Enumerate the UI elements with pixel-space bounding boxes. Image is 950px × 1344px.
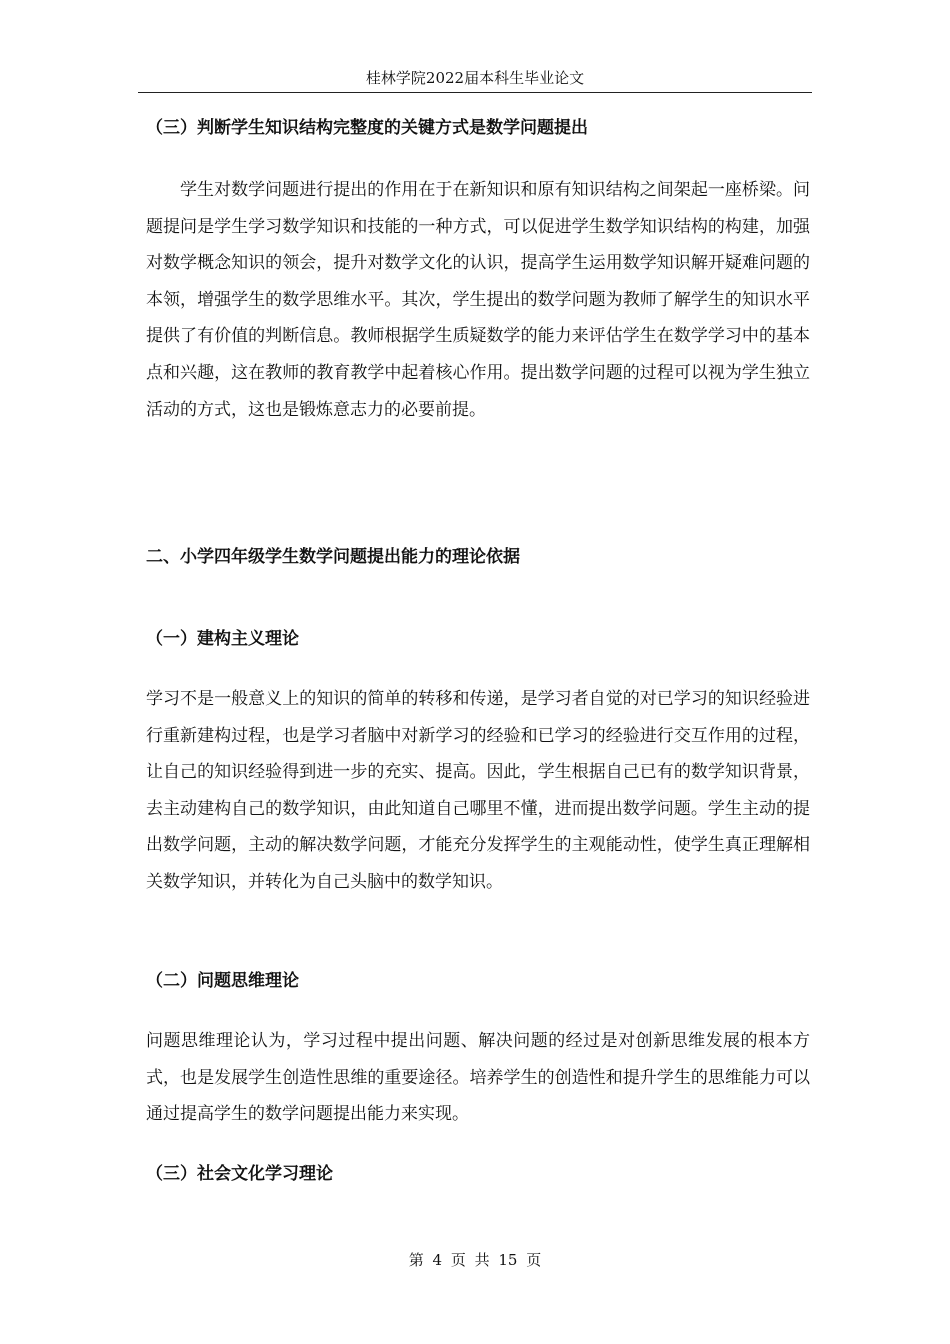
paragraph-problem-posing-role: 学生对数学问题进行提出的作用在于在新知识和原有知识结构之间架起一座桥梁。问题提问是学生学习数学知识和技能的一种方式，可以促进学生数学知识结构的构建，加强对数学概念知识的领会，提升对数学文化的认识，提高学生运用数学知识解开疑难问题的本领，增强学生的数学思维水平。其次，学生提出的数学问题为教师了解学生的知识水平提供了有价值的判断信息。教师根据学生质疑数学的能力来评估学生在数学学习中的基本点和兴趣，这在教师的教育教学中起着核心作用。提出数学问题的过程可以视为学生独立活动的方式，这也是锻炼意志力的必要前提。 — [146, 180, 810, 420]
section-heading-problem-thinking: （二）问题思维理论 — [146, 971, 299, 991]
paragraph-constructivism: 学习不是一般意义上的知识的简单的转移和传递，是学习者自觉的对已学习的知识经验进行重新建构过程，也是学习者脑中对新学习的经验和已学习的经验进行交互作用的过程，让自己的知识经验得到进一步的充实、提高。因此，学生根据自己已有的数学知识背景，去主动建构自己的数学知识，由此知道自己哪里不懂，进而提出数学问题。学生主动的提出数学问题，主动的解决数学问题，才能充分发挥学生的主观能动性，使学生真正理解相关数学知识，并转化为自己头脑中的数学知识。 — [146, 689, 810, 892]
page-header: 桂林学院2022届本科生毕业论文 — [365, 69, 585, 87]
paragraph-problem-thinking: 问题思维理论认为，学习过程中提出问题、解决问题的经过是对创新思维发展的根本方式，也是发展学生创造性思维的重要途径。培养学生的创造性和提升学生的思维能力可以通过提高学生的数学问题提出能力来实现。 — [146, 1031, 810, 1125]
section-heading-sociocultural-learning: （三）社会文化学习理论 — [146, 1164, 333, 1184]
section-heading-judging-knowledge-structure: （三）判断学生知识结构完整度的关键方式是数学问题提出 — [146, 118, 588, 138]
page-footer: 第 4 页 共 15 页 — [408, 1251, 542, 1269]
header-divider — [138, 92, 812, 93]
section-heading-constructivism: （一）建构主义理论 — [146, 629, 299, 649]
chapter-heading-theoretical-basis: 二、小学四年级学生数学问题提出能力的理论依据 — [146, 547, 520, 567]
